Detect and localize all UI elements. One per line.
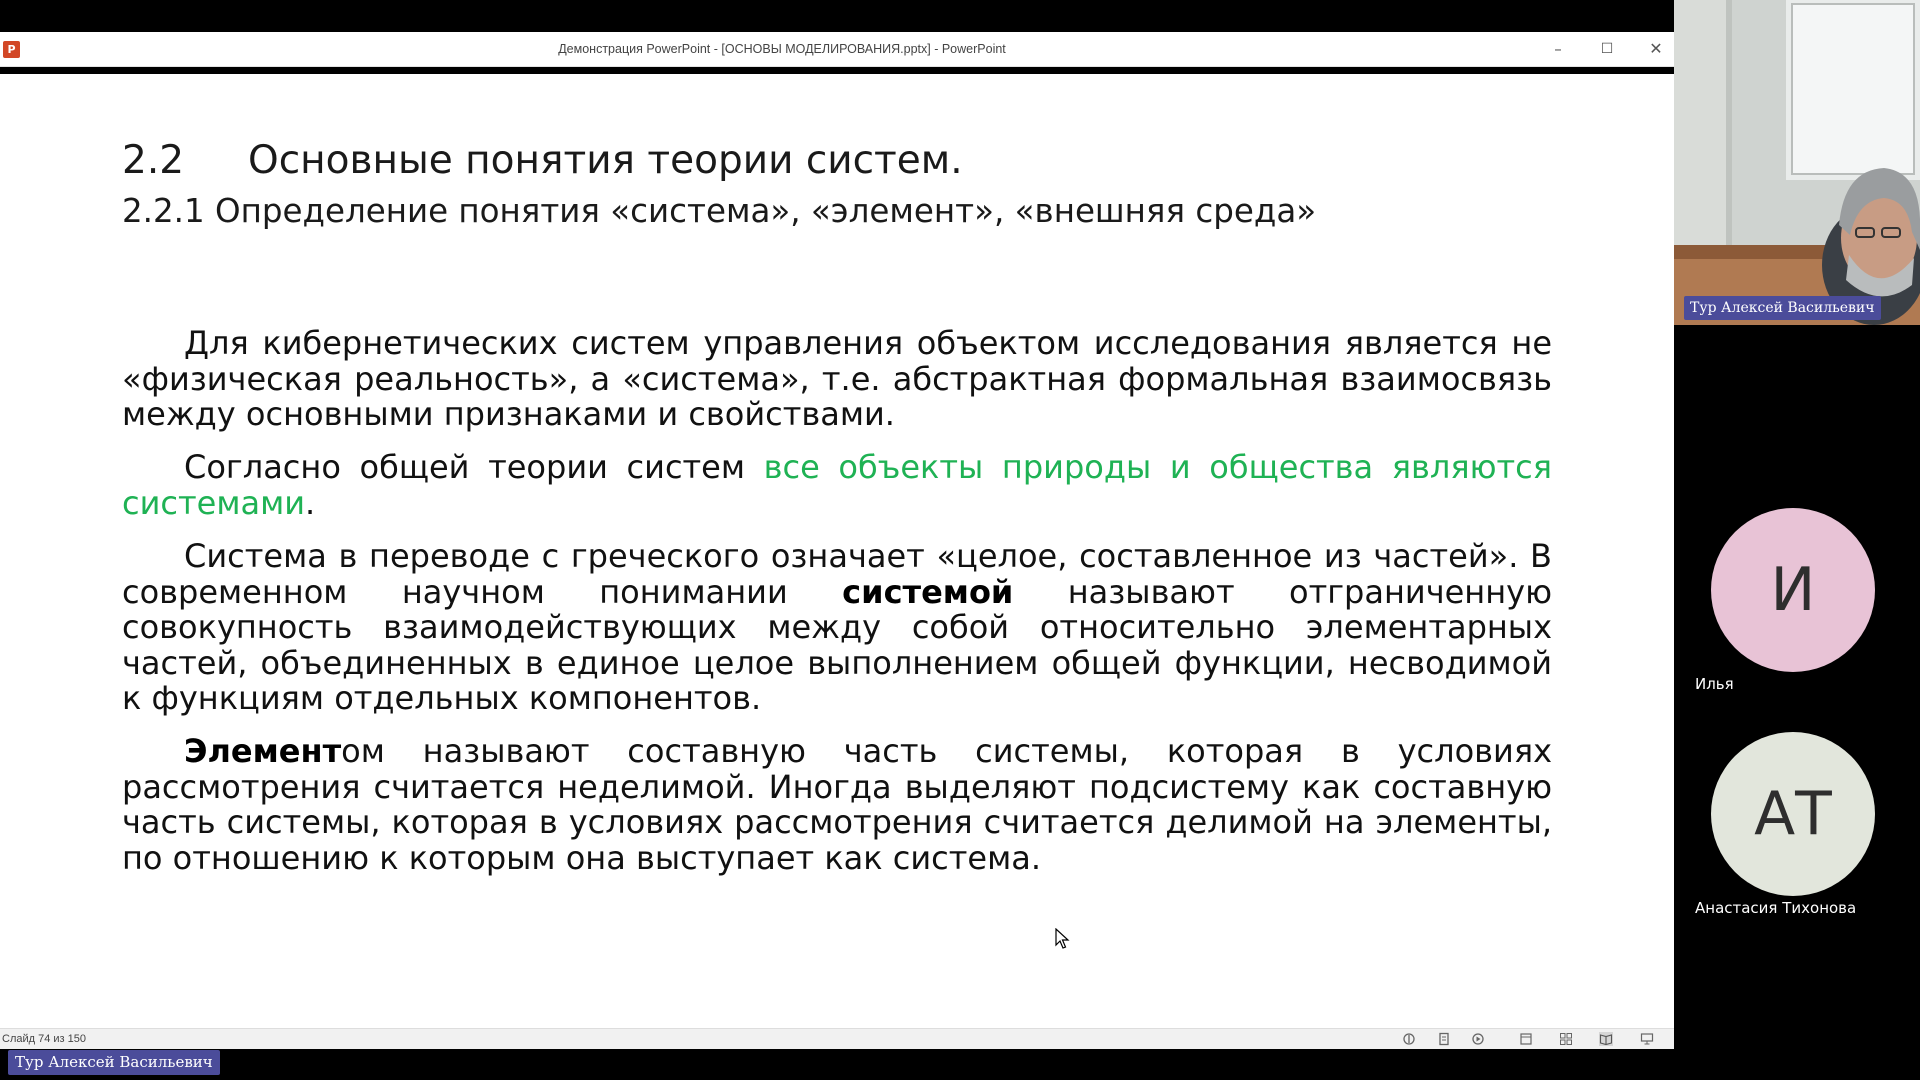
slide-paragraph-2: [122, 450, 1552, 521]
slide-title-text: Основные понятия теории систем.: [248, 138, 963, 183]
slide-counter: Слайд 74 из 150: [2, 1033, 86, 1045]
paragraph-3-rest: называют отграниченную совокупность взаимодействующих между собой относительно элементарных частей, объединенных в единое целое выполнением общей функции, несводимой к функциям отдельных компонентов.: [122, 572, 1553, 717]
video-participant-name: Тур Алексей Васильевич: [1684, 296, 1881, 320]
paragraph-2-text: Согласно общей теории систем: [184, 448, 764, 486]
presenter-name-tag: Тур Алексей Васильевич: [8, 1050, 220, 1075]
paragraph-4-bold: Элемент: [184, 732, 342, 770]
title-bar: [0, 32, 1674, 67]
slide-paragraph-1: Для кибернетических систем управления объектом исследования является не «физическая реальность», а «система», т.е. абстрактная формальная взаимосвязь между основными признаками и свойствами.: [122, 324, 1552, 433]
window-divider: [0, 67, 1674, 74]
subtitles-icon[interactable]: [1471, 1032, 1485, 1046]
paragraph-2-highlight: все объекты природы и общества являются системами: [122, 448, 1553, 522]
paragraph-2-end: .: [305, 483, 316, 522]
reading-view-icon[interactable]: [1599, 1032, 1613, 1046]
participant-name: Анастасия Тихонова: [1695, 899, 1857, 917]
paragraph-4-rest: ом называют составную часть системы, которая в условиях рассмотрения считается неделимой. Иногда выделяют подсистему как составную часть системы, которая в условиях рассмотрения считается делимой на элементы, по отношению к которым она выступает как система.: [122, 732, 1552, 877]
close-button[interactable]: ✕: [1649, 39, 1663, 58]
slide[interactable]: [0, 74, 1674, 1022]
slide-paragraph-4: [122, 734, 1552, 876]
minimize-button[interactable]: –: [1554, 40, 1562, 58]
slide-title-number: 2.2: [122, 138, 185, 183]
participant-avatar[interactable]: АТ: [1711, 732, 1875, 896]
participant-name: Илья: [1695, 675, 1734, 693]
notes-icon[interactable]: [1437, 1032, 1451, 1046]
mouse-cursor-icon: [1055, 928, 1071, 950]
participant-avatar[interactable]: И: [1711, 508, 1875, 672]
slide-paragraph-3: [122, 539, 1552, 717]
slide-subtitle: 2.2.1 Определение понятия «система», «элемент», «внешняя среда»: [122, 192, 1317, 230]
window-title: Демонстрация PowerPoint - [ОСНОВЫ МОДЕЛИРОВАНИЯ.pptx] - PowerPoint: [558, 42, 1006, 56]
slide-title: [122, 138, 963, 183]
status-bar: [0, 1028, 1674, 1049]
normal-view-icon[interactable]: [1519, 1032, 1533, 1046]
powerpoint-app-icon[interactable]: P: [3, 41, 20, 58]
participant-video-tile[interactable]: [1674, 0, 1920, 325]
paragraph-3-bold: системой: [842, 572, 1014, 611]
participant-video-image: [1674, 0, 1920, 325]
pointer-tool-icon[interactable]: [1402, 1032, 1416, 1046]
slideshow-view-icon[interactable]: [1640, 1032, 1654, 1046]
paragraph-3-text: Система в переводе с греческого означает «целое, составленное из частей». В современном научном понимании: [122, 537, 1552, 611]
powerpoint-window: [0, 32, 1674, 1048]
maximize-button[interactable]: ☐: [1600, 41, 1614, 57]
participants-panel: [1674, 0, 1920, 1080]
slide-sorter-icon[interactable]: [1559, 1032, 1573, 1046]
